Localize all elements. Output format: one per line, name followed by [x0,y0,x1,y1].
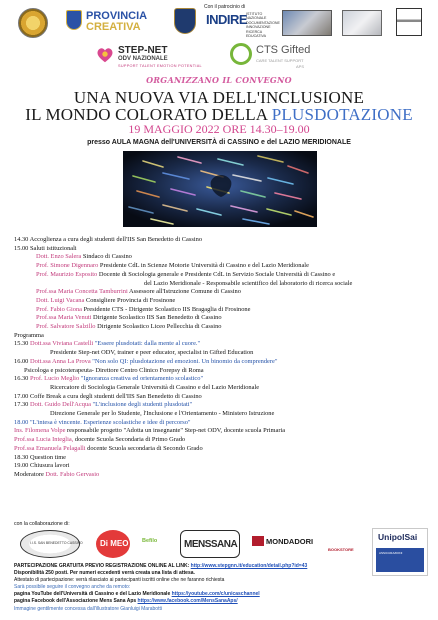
speaker-role: Sindaco di Cassino [81,253,132,261]
cts-circle-icon [230,43,252,65]
program-row [14,445,424,454]
program-list [14,236,424,480]
patrocinio-label: Con il patrocinio di [204,4,246,10]
footer-line [14,598,364,605]
provincia-crest-icon [66,10,82,30]
unipolsai-card-text: ASSICURAZIONI [379,551,403,555]
indire-logo: INDIRE [206,12,248,27]
program-row [14,253,424,262]
speaker-role: responsabile progetto "Adotta un insegnante" Step-net ODV, docente scuola Primaria [65,427,286,435]
cts-title: CTS Gifted [256,44,311,56]
cts-aps: APS [296,64,305,69]
speaker-name: Prof. Maurizio Esposito [36,270,98,278]
program-row: 15.00 Saluti istituzionali [14,244,77,252]
event-venue: presso AULA MAGNA dell'UNIVERSITÀ di CASSINO e del LAZIO MERIDIONALE [87,139,351,146]
mondadori-mark-icon [252,536,264,546]
moderator-name: Dott. Fabio Gervasio [45,470,100,478]
iis-san-benedetto-text: I.I.S. SAN BENEDETTO CASSINO [30,541,83,545]
provincia-line1: PROVINCIA [86,10,148,22]
program-row: 17.00 Coffe Break a cura degli studenti dell'IIS San Benedetto di Cassino [14,392,202,400]
program-row [14,436,424,445]
illustration-image [123,151,317,227]
program-row [14,323,424,332]
speaker-role: Presidente CdL in Scienze Motorie Università di Cassino e del Lazio Meridionale [98,262,309,270]
speaker-name: Prof.ssa Lucia Integlia, [14,436,74,444]
speaker-role: Assessore all'Istruzione Comune di Cassino [127,288,241,296]
title-line2-pre: IL MONDO COLORATO DELLA [25,105,272,124]
facebook-text: pagina Facebook dell'Associazione Mens Sana Aps [14,598,138,605]
stepnet-heart-icon [96,46,114,64]
program-row [14,427,424,436]
program-row: 18.30 Question time [14,453,67,461]
program-row: 19.00 Chiusura lavori [14,462,70,470]
unipolsai-text: UnipolSai [378,532,418,542]
talk-title: "Non solo QI: plusdotazione ed emozioni. Un binomio da comprendere" [90,357,278,365]
menssana-text: MENSSANA [184,539,238,550]
speaker-name: Prof. Fabio Giona [36,305,82,313]
registration-link[interactable]: http://www.stepgnn.it/education/detail.php?id=43 [190,563,308,569]
program-row: Programma [14,331,44,339]
footer-line: Sarà possibile seguire il convegno anche da remoto: [14,584,131,591]
befilo-logo [140,530,170,558]
speaker-role: docente Scuola secondaria di Secondo Grado [85,444,203,452]
program-row: del Lazio Meridionale - Responsabile scientifico del laboratorio di ricerca sociale [144,279,353,287]
program-row [14,306,424,315]
partner-photo-logo [342,10,382,36]
talk-title: "Ignoranza creativa ed orientamento scolastico" [79,375,204,383]
time: 17.30 [14,401,30,409]
program-row: Psicologa e psicoterapeuta- Direttore Centro Clinico Forepsy di Roma [24,366,204,374]
footer-line: Immagine gentilmente concessa dall'illustratore Gianluigi Marabotti [14,605,162,612]
program-row: Ricercatore di Sociologia Generale Università di Cassino e del Lazio Meridionale [50,383,260,391]
speaker-name: Prof. Lucio Meglio [29,375,80,383]
footer-info [14,563,364,613]
footer-line: Attestato di partecipazione: verrà rilasciato ai partecipanti iscritti online che ne faranno richiesta [14,577,225,584]
program-row [14,262,424,271]
program-row [14,314,424,323]
cassino-crest-icon [174,8,196,34]
speaker-name: Dott. Guido Dell'Acqua [29,401,91,409]
stepnet-title: STEP-NET [118,45,168,56]
time: 16.00 [14,357,30,365]
provincia-creativa-logo [86,11,147,33]
youtube-text: pagina YouTube dell'Università di Cassino e del Lazio Meridionale [14,591,172,598]
illustration-svg [123,151,317,227]
title-highlight: PLUSDOTAZIONE [271,105,413,124]
speaker-name: Dott. Enzo Salera [36,253,82,261]
footer-line: Disponibilità 250 posti. Per numeri eccedenti verrà creata una lista di attesa. [14,570,195,577]
program-row [14,288,424,297]
title-line1: UNA NUOVA VIA DELL'INCLUSIONE [73,88,365,107]
program-row [14,297,424,306]
youtube-link[interactable]: https://youtube.com/c/unicaschannel [171,591,260,598]
program-row [14,358,424,367]
speaker-name: Prof.ssa Emanuela Pelagalli [14,444,86,452]
footer-line [14,563,364,570]
speaker-role: docente Scuola Secondaria di Primo Grado [73,436,186,444]
program-row: Presidente Step-net ODV, trainer e peer educator, specialist in Gifted Education [50,349,254,357]
facebook-link[interactable]: https://www.facebook.com/MensSanaAps/ [137,598,238,605]
speaker-role: Dirigente Scolastico Liceo Pellecchia di Cassino [95,323,222,331]
speaker-name: Dott.ssa Anna La Prova [29,357,91,365]
program-row [14,271,424,280]
collaboration-label: con la collaborazione di: [14,521,70,527]
cts-tagline: CARE TALENT SUPPORT [256,58,304,63]
provincia-line2: CREATIVA [86,21,141,33]
speaker-name: Prof. Salvatore Salzillo [36,323,96,331]
speaker-name: Dott.ssa Viviana Castelli [29,340,94,348]
talk-title: "Essere plusdotati: dalla mente al cuore." [93,340,201,348]
speaker-name: Prof.ssa Maria Venuti [36,314,92,322]
moderator-label: Moderatore [14,470,46,478]
stepnet-subtitle: ODV NAZIONALE [118,56,168,62]
organizzano-label: ORGANIZZANO IL CONVEGNO [146,75,292,85]
mondadori-text: MONDADORI [266,537,314,546]
speaker-name: Prof. Simone Digennaro [36,262,99,270]
registration-text: PARTECIPAZIONE GRATUITA PREVIO REGISTRAZIONE ONLINE AL LINK: [14,563,191,569]
program-row [14,471,424,480]
event-date: 19 MAGGIO 2022 ORE 14.30–19.00 [128,122,310,136]
program-row: Direzione Generale per lo Studente, l'Inclusione e l'Orientamento - Ministero Istruzione [50,410,275,418]
abbey-logo [396,8,422,36]
mondadori-subtext: BOOKSTORE [328,547,354,552]
university-photo-logo [282,10,332,36]
time: 16.30 [14,375,30,383]
speaker-name: Ins. Filomena Volpe [14,427,66,435]
befilo-text: Befilo [142,538,158,544]
indire-subtitle: ISTITUTO NAZIONALE DOCUMENTAZIONE INNOVAZIONE RICERCA EDUCATIVA [246,12,280,39]
speaker-role: Presidente CTS - Dirigente Scolastico IIS Bragaglia di Frosinone [81,305,251,313]
gold-seal-logo [18,8,48,38]
speaker-name: Dott. Luigi Vacana [36,296,85,304]
speaker-role: Dirigente Scolastico IIS San Benedetto di Cassino [91,314,222,322]
header-logos [0,0,438,78]
speaker-name: Prof.ssa Maria Concetta Tamburrini [36,288,128,296]
speaker-role: Consigliere Provincia di Frosinone [84,296,176,304]
footer-line [14,591,364,598]
program-row: 14.30 Accoglienza a cura degli studenti dell'IIS San Benedetto di Cassino [14,236,203,243]
talk-title: "L'inclusione degli studenti plusdotati" [90,401,193,409]
program-row [14,375,424,384]
program-row [14,340,424,349]
speaker-role: Docente di Sociologia generale e Presidente CdL in Servizio Sociale Università di Cassino e [97,270,336,278]
dimeo-text: Di MEO [100,539,129,548]
stepnet-tagline: SUPPORT TALENT EMOTION POTENTIAL [118,64,202,68]
program-row: 18.00 "L'intesa è vincente. Esperienze scolastiche e idee di percorso" [14,418,191,426]
time: 15.30 [14,340,30,348]
program-row [14,401,424,410]
